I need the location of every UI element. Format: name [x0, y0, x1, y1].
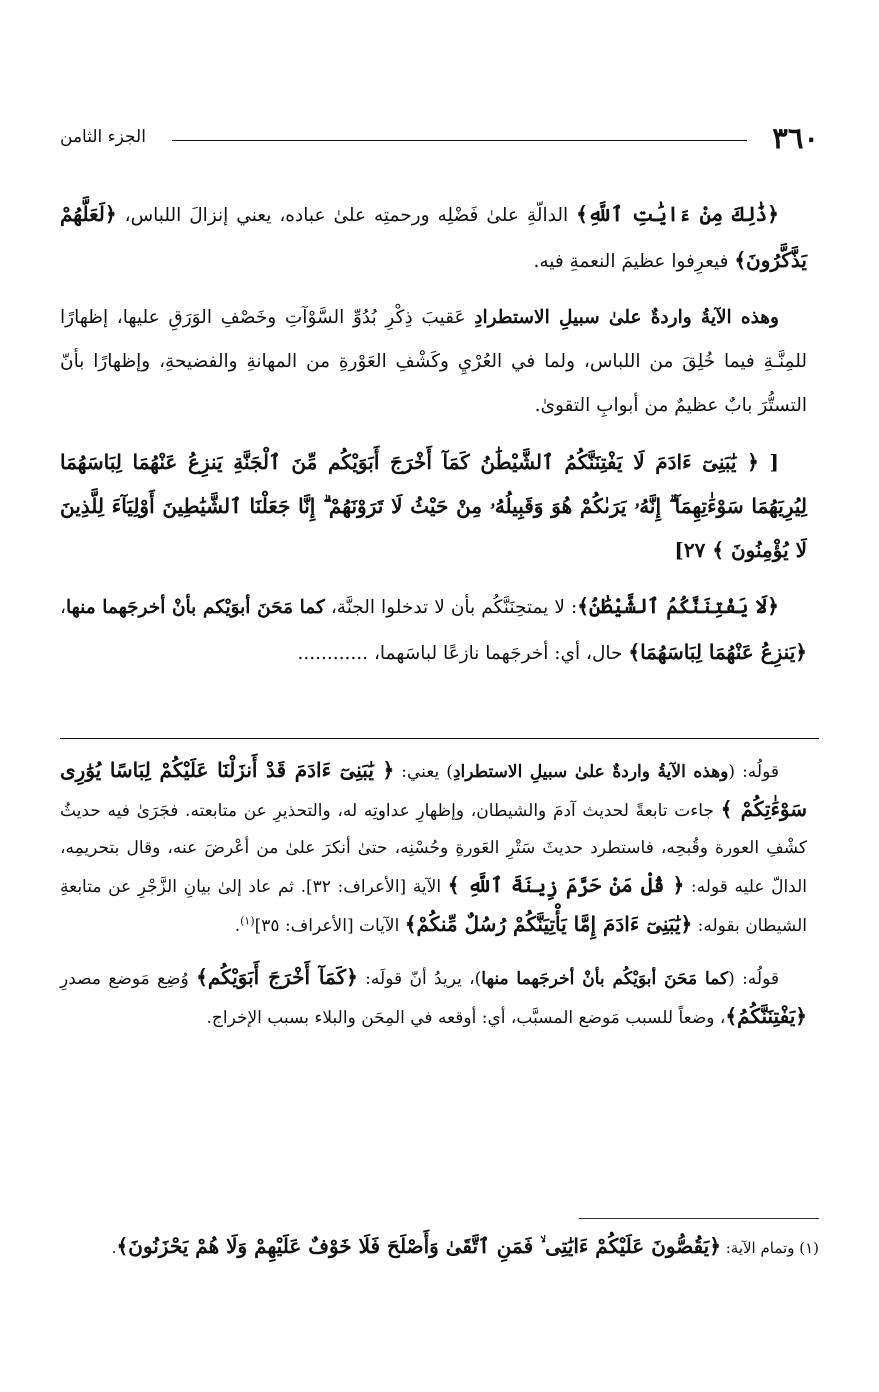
quran-quote: ﴿يَقُصُّونَ عَلَيْكُمْ ءَايَٰتِى ۙ فَمَنِ ٱتَّقَىٰ وَأَصْلَحَ فَلَا خَوْفٌ عَلَيْهِمْ وَلَا هُمْ يَحْزَنُونَ﴾: [116, 1234, 721, 1258]
bold-phrase: كما مَحَنَ أبوَيْكم بأنْ أخرجَهما منها: [65, 597, 325, 618]
paragraph-3: [60, 584, 807, 676]
text-segment: ، وضعاً للسبب مَوضع المسبَّب، أي: أوقعه في المِحَن والبلاء بسبب الإخراج.: [206, 1008, 726, 1028]
ayah-text: ﴿ يَٰبَنِىٓ ءَادَمَ لَا يَفْتِنَنَّكُمُ ٱلشَّيْطَٰنُ كَمَآ أَخْرَجَ أَبَوَيْكُم مِّنَ ٱلْجَنَّةِ يَنزِعُ عَنْهُمَا لِبَاسَهُمَا لِيُرِيَهُمَا سَوْءَٰتِهِمَآ ۗ إِنَّهُۥ يَرَىٰكُمْ هُوَ وَقَبِيلُهُۥ مِنْ حَيْثُ لَا تَرَوْنَهُمْ ۗ إِنَّا جَعَلْنَا ٱلشَّيَٰطِينَ أَوْلِيَآءَ لِلَّذِينَ لَا يُؤْمِنُونَ ﴾: [60, 450, 807, 562]
text-segment: ) يعني:: [394, 762, 453, 782]
footnote-1: [60, 1230, 819, 1264]
text-segment: الآيات [الأعراف: ٣٥]: [254, 916, 405, 936]
text-segment: وتمام الآية:: [720, 1239, 795, 1257]
footnote-number: (١): [794, 1239, 819, 1257]
commentary-paragraph-2: [60, 959, 807, 1037]
quran-quote: ﴿ يَٰبَنِىٓ ءَادَمَ قَدْ أَنزَلْنَا عَلَيْكُمْ لِبَاسًا يُوَٰرِى سَوْءَٰتِكُمْ ﴾: [60, 758, 807, 821]
text-segment: قولُه: (: [728, 969, 779, 989]
text-segment: )، يريدُ أنّ قولَه:: [357, 969, 482, 989]
quran-quote: ﴿لَا يَفْتِنَنَّكُمُ ٱلشَّيْطَٰنُ﴾: [577, 594, 779, 618]
quran-quote: ﴿ذَٰلِكَ مِنْ ءَايَٰتِ ٱللَّهِ﴾: [576, 202, 779, 226]
bold-phrase: كما مَحَنَ أبوَيْكُم بأنْ أخرجَهما منها: [481, 969, 729, 989]
text-segment: فيعرِفوا عظيمَ النعمةِ فيه.: [533, 251, 735, 272]
bold-phrase: وهذه الآيةُ واردةٌ علىٰ سبيلِ الاستطرادِ: [452, 762, 729, 782]
text-segment: الدالّةِ علىٰ فَضْلِه ورحمتِه علىٰ عباده، يعني إنزالَ اللباس،: [116, 205, 577, 226]
bracket-close: ]: [674, 538, 684, 562]
quran-quote: ﴿يَنزِعُ عَنْهُمَا لِبَاسَهُمَا﴾: [628, 640, 807, 664]
page-header: [60, 118, 819, 158]
quran-quote: ﴿يَفْتِنَنَّكُمُ﴾: [725, 1004, 807, 1028]
text-segment: .: [234, 916, 241, 936]
quran-quote: ﴿لَعَلَّهُمْ يَذَّكَّرُونَ﴾: [60, 202, 807, 272]
text-segment: ،: [60, 597, 66, 618]
bracket-open: [: [758, 450, 779, 474]
bold-phrase: وهذه الآيةُ واردةٌ علىٰ سبيلِ الاستطرادِ: [474, 307, 779, 328]
ayah-block: [60, 440, 807, 572]
text-segment: وُضِع مَوضع مصدرِ: [60, 969, 197, 989]
quran-quote: ﴿يَٰبَنِىٓ ءَادَمَ إِمَّا يَأْتِيَنَّكُمْ رُسُلٌ مِّنكُمْ﴾: [404, 912, 693, 936]
paragraph-2: [60, 296, 807, 428]
footnote-reference[interactable]: (١): [240, 914, 255, 928]
commentary: [60, 752, 807, 1051]
running-head: الجزء الثامن: [60, 127, 146, 147]
text-segment: الآية [الأعراف: ٣٢]. ثم عاد إلىٰ بيانِ الزَّجْرِ عن متابعةِ الشيطان بقوله:: [60, 877, 807, 936]
page-number: ٣٦٠: [772, 121, 819, 155]
commentary-separator: [60, 738, 819, 739]
paragraph-1: [60, 192, 807, 284]
text-segment: .: [111, 1239, 117, 1257]
ayah-number: ٢٧: [683, 538, 713, 562]
text-segment: جاءت تابعةً لحديث آدمَ والشيطان، وإظهارِ عداوتِه له، والتحذيرِ عن متابعته. فجَرَىٰ فيه حديثُ كشْفِ العورة وقُبحِه، فاستطرد حديثَ سَتْرِ العَورةِ وحُسْنِه، حتىٰ أنكرَ علىٰ من أعْرضَ عنه، وقال بتحريمِه، الدالّ عليه قوله:: [60, 801, 808, 897]
text-segment: قولُه: (: [728, 762, 780, 782]
commentary-paragraph-1: [60, 752, 807, 945]
main-text: [60, 192, 807, 688]
header-rule: [172, 140, 747, 141]
text-segment: حال، أي: أخرجَهما نازعًا لباسَهما، ............: [297, 643, 629, 664]
quran-quote: ﴿كَمَآ أَخْرَجَ أَبَوَيْكُم﴾: [196, 965, 358, 989]
quran-quote: ﴿ قُلْ مَنْ حَرَّمَ زِينَةَ ٱللَّهِ ﴾: [447, 873, 685, 897]
text-segment: عَقيبَ ذِكْرِ بُدُوِّ السَّوْآتِ وخَصْفِ الوَرَقِ عليها، إظهارًا للمِنَّـةِ فيما خُلِقَ من اللباس، ولما في العُرْيِ وكَشْفِ العَوْرةِ من المهانةِ والفضيحةِ، وإظهارًا بأنّ التستُّرَ بابٌ عظيمٌ من أبوابِ التقوىٰ.: [60, 307, 807, 416]
footnote-rule: [579, 1218, 819, 1219]
text-segment: : لا يمتحِنَنَّكُم بأن لا تدخلوا الجنَّة،: [324, 597, 578, 618]
